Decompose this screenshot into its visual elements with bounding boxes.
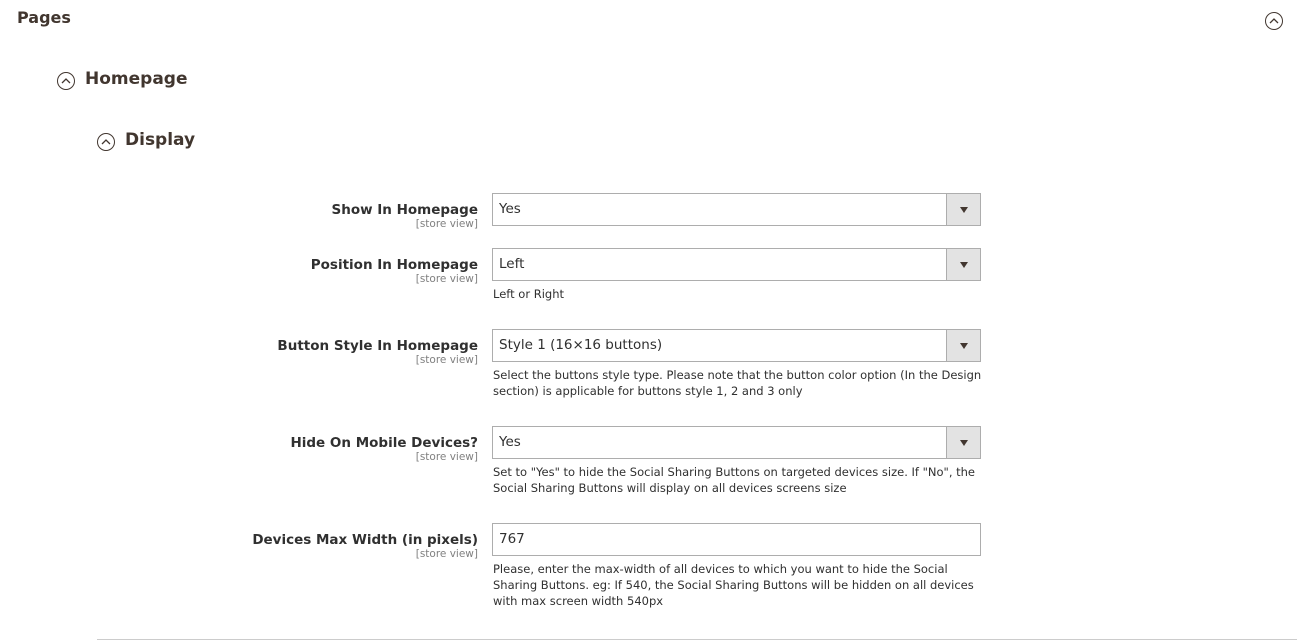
dropdown-arrow-icon[interactable] xyxy=(946,427,980,458)
field-label: Button Style In Homepage xyxy=(277,338,478,354)
field-label: Devices Max Width (in pixels) xyxy=(252,532,478,548)
field-label: Show In Homepage xyxy=(331,202,478,218)
pages-section-title[interactable]: Pages xyxy=(17,8,71,27)
field-note: Please, enter the max-width of all devices to which you want to hide the Social Sharing Buttons. eg: If 540, the Social Sharing Buttons will be hidden on all devices with max screen width 540px xyxy=(493,562,974,608)
pages-collapse-icon[interactable] xyxy=(1265,12,1283,30)
select-value: Yes xyxy=(499,201,521,217)
field-scope: [store view] xyxy=(415,273,478,285)
homepage-collapse-icon[interactable] xyxy=(57,72,75,90)
field-note: Left or Right xyxy=(493,287,564,301)
dropdown-arrow-icon[interactable] xyxy=(946,330,980,361)
dropdown-arrow-icon[interactable] xyxy=(946,194,980,225)
hide-on-mobile-devices-select[interactable] xyxy=(492,426,981,459)
field-label: Position In Homepage xyxy=(310,257,478,273)
position-in-homepage-select[interactable] xyxy=(492,248,981,281)
field-note: Set to "Yes" to hide the Social Sharing Buttons on targeted devices size. If "No", the Social Sharing Buttons will display on all devices screens size xyxy=(493,465,976,495)
field-scope: [store view] xyxy=(415,451,478,463)
input-value: 767 xyxy=(499,531,525,547)
homepage-section-title[interactable]: Homepage xyxy=(85,69,188,89)
display-collapse-icon[interactable] xyxy=(97,133,115,151)
field-label: Hide On Mobile Devices? xyxy=(290,435,478,451)
field-scope: [store view] xyxy=(415,354,478,366)
section-divider xyxy=(97,639,1297,640)
field-scope: [store view] xyxy=(415,218,478,230)
dropdown-arrow-icon[interactable] xyxy=(946,249,980,280)
field-scope: [store view] xyxy=(415,548,478,560)
select-value: Left xyxy=(499,256,525,272)
show-in-homepage-select[interactable] xyxy=(492,193,981,226)
button-style-in-homepage-select[interactable] xyxy=(492,329,981,362)
devices-max-width-input[interactable] xyxy=(492,523,981,556)
field-note: Select the buttons style type. Please note that the button color option (In the Design section) is applicable for buttons style 1, 2 and 3 only xyxy=(493,368,982,398)
select-value: Yes xyxy=(499,434,521,450)
display-section-title[interactable]: Display xyxy=(125,130,196,150)
select-value: Style 1 (16×16 buttons) xyxy=(499,337,663,353)
